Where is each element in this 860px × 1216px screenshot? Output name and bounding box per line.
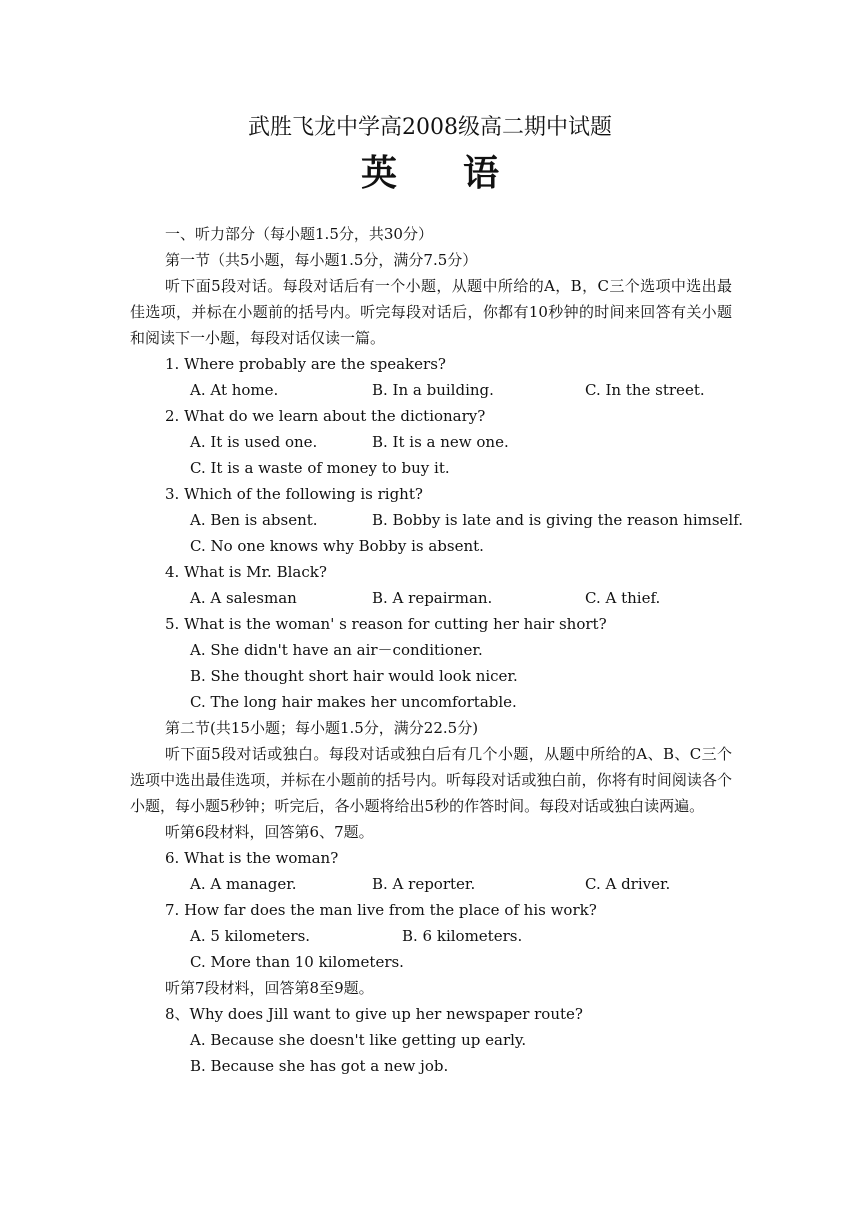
subject-title: 英语 [360,153,565,194]
material-heading: 听第6段材料，回答第6、7题。 [165,823,374,841]
option-a: A. It is used one. [190,433,318,451]
option-row [130,507,743,533]
option-row [130,533,732,559]
section-heading: 一、听力部分（每小题1.5分，共30分） [165,225,433,243]
option-a: A. She didn't have an air－conditioner. [190,641,483,659]
option-row [130,429,732,455]
instructions: 听下面5段对话。每段对话后有一个小题，从题中所给的A，B，C三个选项中选出最佳选项，并标在小题前的括号内。听完每段对话后，你都有10秒钟的时间来回答有关小题和阅读下一小题，每段对话仅读一篇。 [130,277,732,347]
option-a: A. Ben is absent. [190,511,318,529]
question-stem: 8、Why does Jill want to give up her newspaper route? [165,1005,583,1023]
option-a: A. 5 kilometers. [190,927,311,945]
option-row [130,923,732,949]
option-a: A. At home. [190,381,279,399]
option-b: B. Because she has got a new job. [190,1057,449,1075]
option-b: B. 6 kilometers. [402,927,523,945]
option-c: C. It is a waste of money to buy it. [190,459,450,477]
exam-title: 武胜飞龙中学高2008级高二期中试题 [248,115,612,140]
option-c: C. No one knows why Bobby is absent. [190,537,484,555]
option-row [130,377,732,403]
option-row [130,1027,732,1053]
question-stem: 4. What is Mr. Black? [165,563,327,581]
option-a: A. A salesman [190,589,297,607]
option-b: B. A repairman. [372,589,493,607]
option-row [130,637,732,663]
option-row [130,663,732,689]
option-c: C. More than 10 kilometers. [190,953,404,971]
exam-body [130,221,743,1079]
option-b: B. She thought short hair would look nicer. [190,667,518,685]
option-b: B. Bobby is late and is giving the reason himself. [372,511,743,529]
material-heading: 听第7段材料，回答第8至9题。 [165,979,374,997]
instructions: 听下面5段对话或独白。每段对话或独白后有几个小题，从题中所给的A、B、C三个选项中选出最佳选项，并标在小题前的括号内。听每段对话或独白前，你将有时间阅读各个小题，每小题5秒钟；听完后，各小题将给出5秒的作答时间。每段对话或独白读两遍。 [130,745,732,815]
option-row [130,455,732,481]
option-row [130,1053,732,1079]
option-row [130,871,732,897]
question-stem: 1. Where probably are the speakers? [165,355,446,373]
option-a: A. A manager. [190,875,297,893]
question-stem: 6. What is the woman? [165,849,339,867]
question-stem: 3. Which of the following is right? [165,485,423,503]
option-c: C. A driver. [585,875,671,893]
question-stem: 7. How far does the man live from the place of his work? [165,901,597,919]
part-heading: 第二节(共15小题；每小题1.5分，满分22.5分) [165,719,479,737]
question-stem: 2. What do we learn about the dictionary? [165,407,486,425]
option-row [130,949,732,975]
option-b: B. In a building. [372,381,494,399]
option-row [130,689,732,715]
option-c: C. A thief. [585,589,661,607]
option-c: C. The long hair makes her uncomfortable. [190,693,517,711]
question-stem: 5. What is the woman' s reason for cutting her hair short? [165,615,607,633]
option-row [130,585,732,611]
part-heading: 第一节（共5小题，每小题1.5分，满分7.5分） [165,251,478,269]
option-a: A. Because she doesn't like getting up early. [190,1031,527,1049]
option-b: B. A reporter. [372,875,476,893]
option-c: C. In the street. [585,381,705,399]
option-b: B. It is a new one. [372,433,509,451]
